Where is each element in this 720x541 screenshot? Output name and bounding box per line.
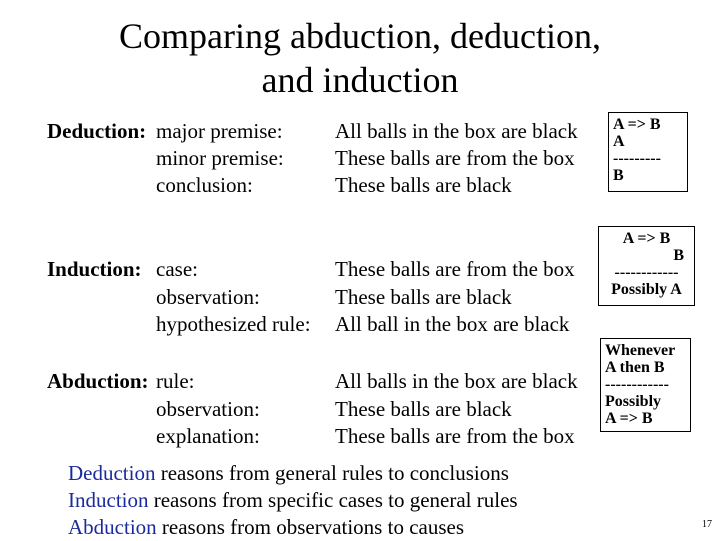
abduction-label-observation: observation: (156, 397, 260, 421)
summary-text-abduction: reasons from observations to causes (156, 515, 464, 539)
deduction-label-conclusion: conclusion: (156, 173, 253, 197)
summary-text-deduction: reasons from general rules to conclusions (155, 461, 509, 485)
deduction-box-line-1: A => B (613, 116, 661, 133)
induction-logic-box (598, 226, 695, 306)
title-line-1: Comparing abduction, deduction, (119, 16, 601, 56)
abduction-box-line-2: A then B (605, 359, 665, 376)
abduction-value-rule: All balls in the box are black (335, 369, 578, 393)
summary-line-deduction (68, 460, 518, 487)
induction-heading: Induction: (47, 257, 142, 281)
induction-box-line-4: Possibly A (611, 281, 682, 298)
summary-term-deduction: Deduction (68, 461, 156, 485)
induction-value-observation: These balls are black (335, 285, 512, 309)
deduction-label-major-premise: major premise: (156, 119, 283, 143)
deduction-value-major-premise: All balls in the box are black (335, 119, 578, 143)
deduction-value-conclusion: These balls are black (335, 173, 512, 197)
induction-label-observation: observation: (156, 285, 260, 309)
induction-label-hypothesized-rule: hypothesized rule: (156, 312, 311, 336)
abduction-value-explanation: These balls are from the box (335, 424, 575, 448)
induction-box-line-2: B (673, 247, 684, 264)
summary-line-induction (68, 487, 518, 514)
abduction-box-line-3: ------------ (605, 376, 669, 393)
summary-term-induction: Induction (68, 488, 149, 512)
summary-line-abduction (68, 514, 518, 541)
abduction-value-observation: These balls are black (335, 397, 512, 421)
deduction-box-line-4: B (613, 167, 624, 184)
summary-text-induction: reasons from specific cases to general rules (148, 488, 518, 512)
deduction-box-line-2: A (613, 133, 625, 150)
induction-box-line-1: A => B (622, 230, 671, 247)
deduction-logic-box (608, 112, 688, 192)
abduction-label-rule: rule: (156, 369, 195, 393)
deduction-value-minor-premise: These balls are from the box (335, 146, 575, 170)
abduction-logic-box (600, 338, 691, 432)
induction-value-hypothesized-rule: All ball in the box are black (335, 312, 570, 336)
induction-label-case: case: (156, 257, 198, 281)
deduction-heading: Deduction: (47, 119, 147, 143)
abduction-label-explanation: explanation: (156, 424, 260, 448)
slide-title (60, 14, 660, 102)
abduction-box-line-1: Whenever (605, 342, 676, 359)
deduction-box-line-3: --------- (613, 150, 661, 167)
abduction-heading: Abduction: (47, 369, 149, 393)
induction-box-line-3: ------------ (614, 264, 679, 281)
page-number: 17 (702, 519, 712, 530)
summary-term-abduction: Abduction (68, 515, 157, 539)
title-line-2: and induction (261, 60, 459, 100)
deduction-label-minor-premise: minor premise: (156, 146, 284, 170)
induction-value-case: These balls are from the box (335, 257, 575, 281)
summary (68, 460, 518, 541)
abduction-box-line-4: Possibly (605, 393, 662, 410)
abduction-box-line-5: A => B (605, 410, 653, 427)
